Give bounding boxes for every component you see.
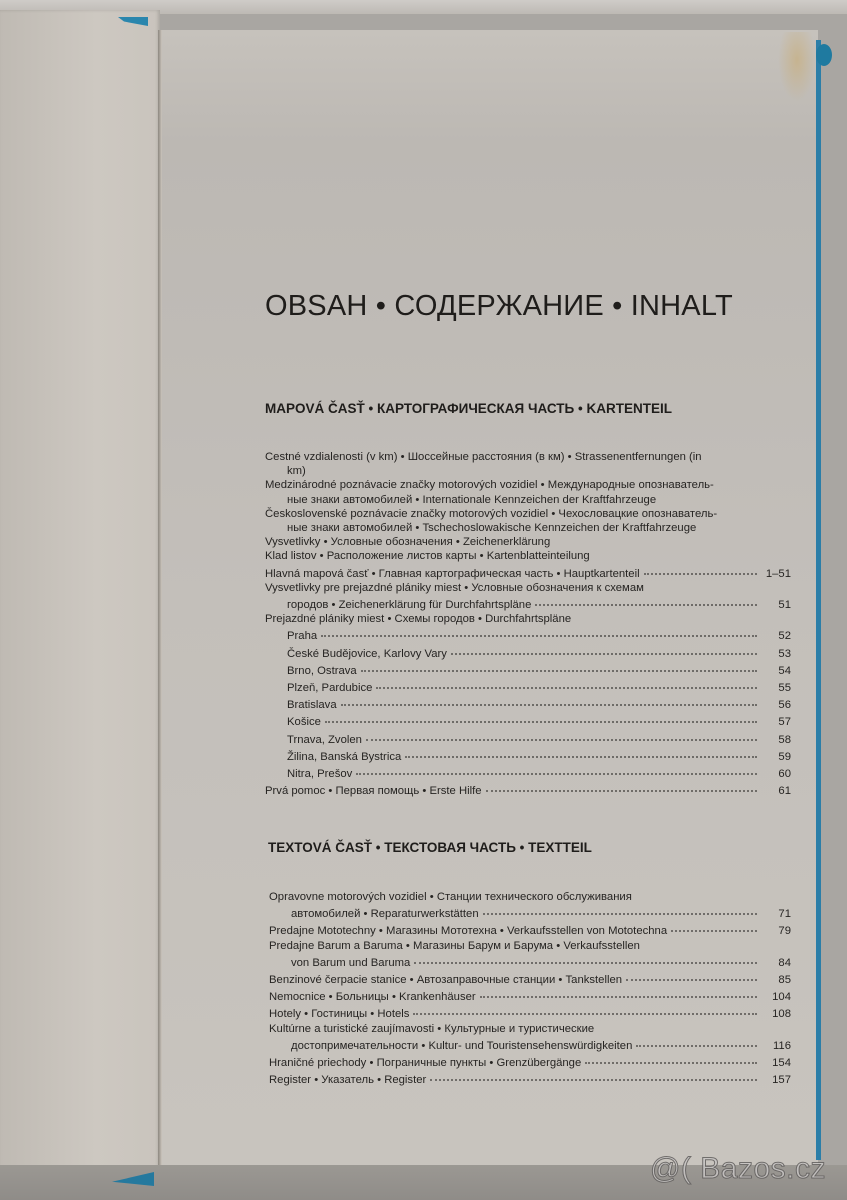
dot-leader	[414, 951, 757, 964]
dot-leader	[356, 762, 757, 775]
left-blank-page	[0, 10, 160, 1172]
page-number: 51	[778, 599, 791, 612]
dot-leader	[644, 562, 757, 575]
toc-entry: Cestné vzdialenosti (v km) • Шоссейные расстояния (в км) • Strassenentfernungen (in km)	[265, 451, 702, 478]
toc-entry: Medzinárodné poznávacie značky motorových vozidiel • Международные опознаватель- ные знаки автомобилей • Internationale Kennzeichen der Kraftfahrzeuge	[265, 479, 714, 506]
toc-city-entry: České Budějovice, Karlovy Vary 53	[265, 644, 791, 661]
toc-entry: Register • Указатель • Register 157	[269, 1070, 791, 1087]
page-number: 61	[778, 785, 791, 798]
dot-leader	[451, 642, 757, 655]
toc-entry: Predajne Mototechny • Магазины Мототехна • Verkaufsstellen von Mototechna 79	[269, 921, 791, 938]
dot-leader	[321, 624, 757, 637]
cover-corner	[816, 44, 832, 66]
dot-leader	[366, 728, 757, 741]
toc-entry: Československé poznávacie značky motorových vozidiel • Чехословацкие опознаватель- ные знаки автомобилей • Tschechoslowakische Kennzeichen der Kraftfahrzeuge	[265, 507, 718, 535]
dot-leader	[430, 1068, 757, 1081]
page-number: 52	[778, 630, 791, 643]
toc-entry: Vysvetlivky • Условные обозначения • Zeichenerklärung	[265, 536, 551, 549]
page-number: 104	[772, 991, 791, 1004]
toc-entry: Hlavná mapová časť • Главная картографическая часть • Hauptkartenteil 1–51	[265, 564, 791, 581]
toc-entry: Hraničné priechody • Пограничные пункты • Grenzübergänge 154	[269, 1053, 791, 1070]
dot-leader	[405, 745, 757, 758]
page-number: 56	[778, 699, 791, 712]
section-title-map-part: MAPOVÁ ČASŤ • КАРТОГРАФИЧЕСКАЯ ЧАСТЬ • KARTENTEIL	[265, 401, 672, 416]
toc-entry: Prejazdné plániky miest • Схемы городов • Durchfahrtspläne	[265, 613, 572, 626]
page-number: 85	[778, 974, 791, 987]
dot-leader	[671, 919, 757, 932]
toc-city-entry: Praha 52	[265, 626, 791, 643]
paper-stain	[778, 32, 816, 102]
page-number: 71	[778, 908, 791, 921]
toc-entry: Nemocnice • Больницы • Krankenhäuser 104	[269, 987, 791, 1004]
page-number: 57	[778, 716, 791, 729]
page-number: 55	[778, 682, 791, 695]
toc-city-entry: Košice 57	[265, 712, 791, 729]
toc-city-entry: Plzeň, Pardubice 55	[265, 678, 791, 695]
page-number: 54	[778, 664, 791, 677]
dot-leader	[636, 1034, 757, 1047]
page-number: 79	[778, 925, 791, 938]
toc-text-part	[269, 890, 791, 1087]
page-number: 116	[772, 1039, 791, 1052]
dot-leader	[483, 902, 757, 915]
toc-entry: Hotely • Гостиницы • Hotels 108	[269, 1004, 791, 1021]
toc-city-entry: Nitra, Prešov 60	[265, 764, 791, 781]
dot-leader	[585, 1051, 757, 1064]
page-number: 60	[778, 768, 791, 781]
dot-leader	[376, 676, 757, 689]
toc-entry: Benzinové čerpacie stanice • Автозаправочные станции • Tankstellen 85	[269, 970, 791, 987]
page-number: 157	[772, 1074, 791, 1087]
page-title: OBSAH • СОДЕРЖАНИЕ • INHALT	[265, 290, 733, 322]
dot-leader	[480, 985, 757, 998]
page-number: 84	[778, 956, 791, 969]
dot-leader	[535, 593, 757, 606]
page-number: 59	[778, 750, 791, 763]
toc-city-entry: Trnava, Zvolen 58	[265, 730, 791, 747]
dot-leader	[361, 659, 757, 672]
toc-city-entry: Bratislava 56	[265, 695, 791, 712]
dot-leader	[626, 968, 757, 981]
section-title-text-part: TEXTOVÁ ČASŤ • ТЕКСТОВАЯ ЧАСТЬ • TEXTTEIL	[268, 840, 592, 855]
watermark-bazos: @( Bazos.cz	[650, 1152, 826, 1185]
toc-map-part	[265, 450, 791, 798]
dot-leader	[413, 1002, 757, 1015]
page-number: 1–51	[765, 567, 791, 580]
cover-edge	[816, 40, 821, 1160]
page-number: 108	[772, 1008, 791, 1021]
toc-city-entry: Brno, Ostrava 54	[265, 661, 791, 678]
toc-entry: Opravovne motorových vozidiel • Станции технического обслуживания автомобилей • Reparaturwerkstätten 71	[269, 891, 791, 921]
dot-leader	[325, 710, 757, 723]
page-number: 53	[778, 647, 791, 660]
toc-entry: Predajne Barum a Baruma • Магазины Барум и Баpума • Verkaufsstellen von Barum und Baruma 84	[269, 939, 791, 969]
page-number: 58	[778, 733, 791, 746]
dot-leader	[486, 779, 757, 792]
toc-city-entry: Žilina, Banská Bystrica 59	[265, 747, 791, 764]
toc-entry: Vysvetlivky pre prejazdné plániky miest • Условные обозначения к схемам городов • Zeichenerklärung für Durchfahrtspläne 51	[265, 581, 791, 612]
page-number: 154	[772, 1057, 791, 1070]
toc-entry: Prvá pomoc • Первая помощь • Erste Hilfe 61	[265, 781, 791, 798]
toc-entry: Kultúrne a turistické zaujímavosti • Культурные и туристические достопримечательности • Kultur- und Touristensehenswürdigkeiten 116	[269, 1022, 791, 1052]
dot-leader	[341, 693, 757, 706]
toc-entry: Klad listov • Расположение листов карты • Kartenblatteinteilung	[265, 550, 590, 563]
